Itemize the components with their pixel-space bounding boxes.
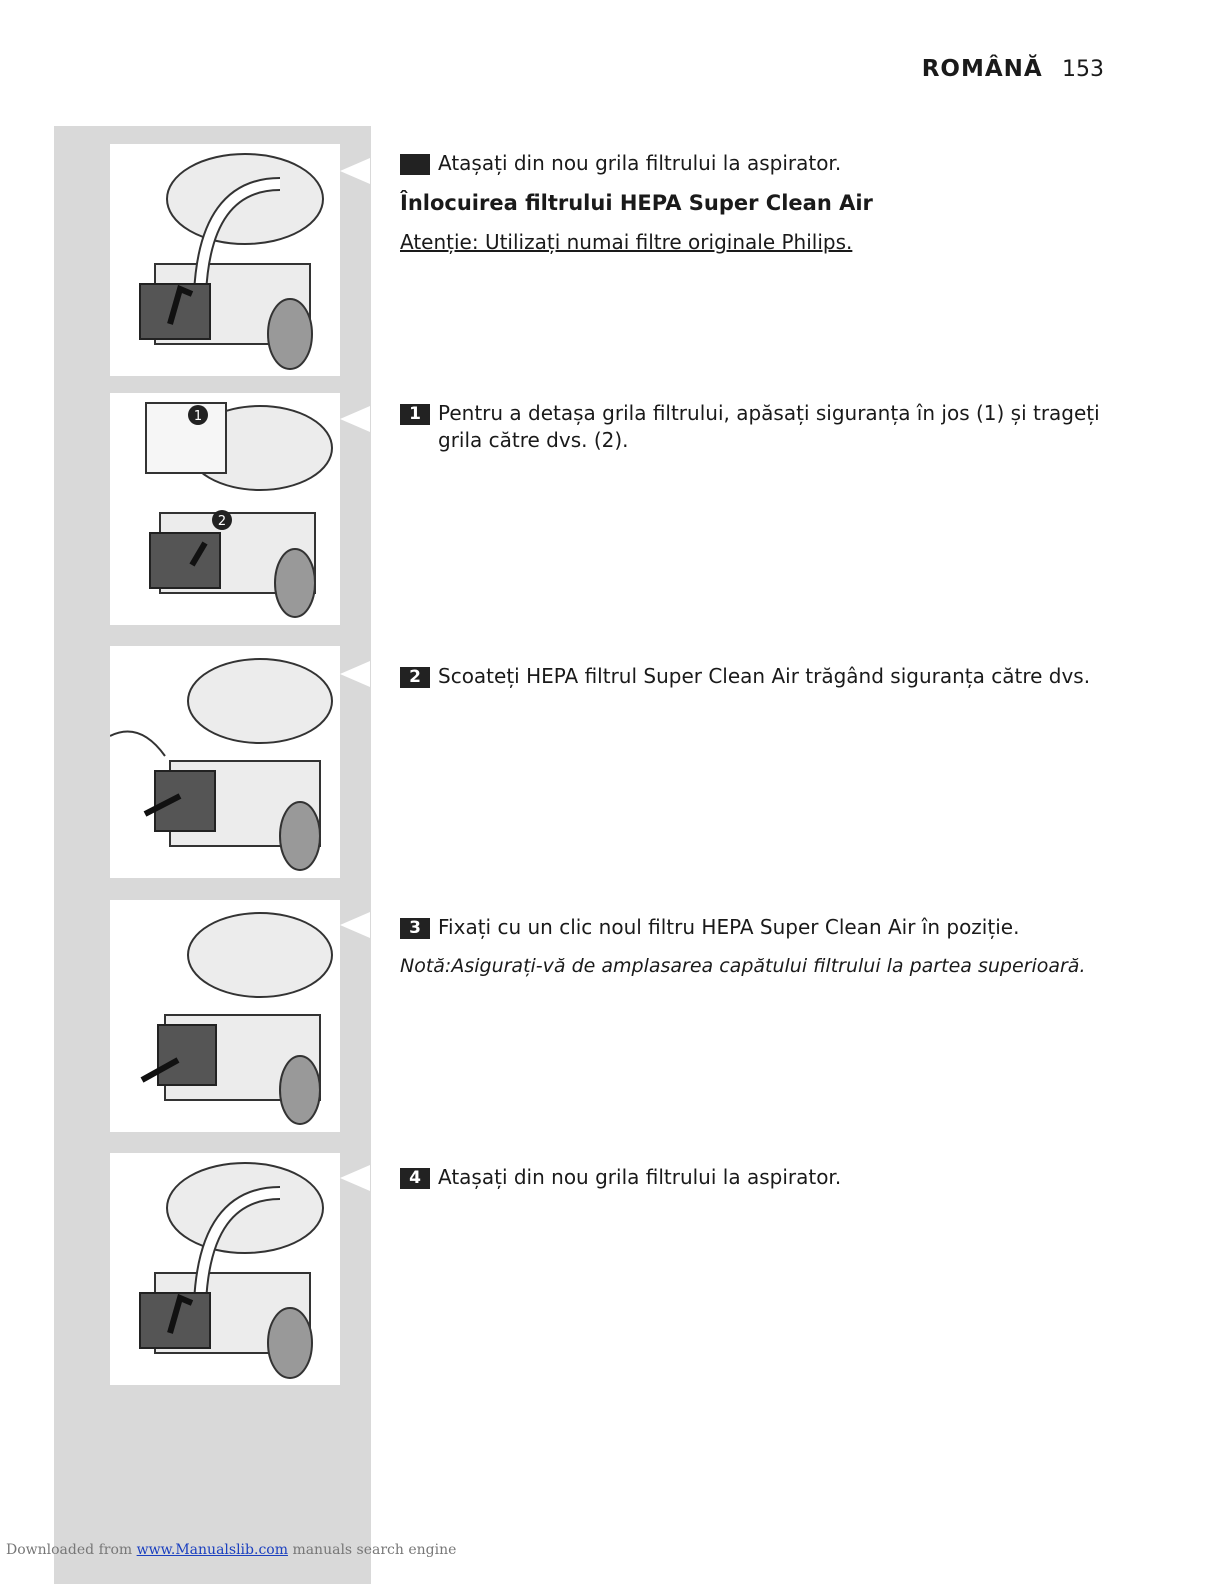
- step-2: [400, 663, 1110, 690]
- step-line: [400, 150, 1110, 177]
- step-badge: 2: [400, 667, 430, 688]
- vacuum-detach-grille-illustration: [110, 393, 340, 625]
- vacuum-attach-grille-illustration: [110, 144, 340, 376]
- callout-1: 1: [193, 409, 203, 424]
- page-header: [922, 56, 1104, 82]
- step-3: [400, 914, 1110, 980]
- figure-pointer: [340, 661, 370, 687]
- step-line: [400, 914, 1110, 941]
- figure-pointer: [340, 912, 370, 938]
- step-text: Atașați din nou grila filtrului la aspirator.: [438, 1165, 842, 1189]
- note-text: Notă:Asigurați-vă de amplasarea capătului filtrului la partea superioară.: [400, 955, 1086, 977]
- page-number: 153: [1062, 57, 1104, 82]
- step-line: [400, 663, 1110, 690]
- step-text: Fixați cu un clic noul filtru HEPA Super Clean Air în poziție.: [438, 915, 1020, 939]
- figure-pointer: [340, 406, 370, 432]
- step-text: Scoateți HEPA filtrul Super Clean Air trăgând siguranța către dvs.: [438, 664, 1091, 688]
- step-badge: 1: [400, 404, 430, 425]
- figure-pointer: [340, 1165, 370, 1191]
- vacuum-insert-filter-illustration: [110, 900, 340, 1132]
- section-reattach: [400, 150, 1110, 256]
- step-1: [400, 400, 1110, 454]
- language-label: ROMÂNĂ: [921, 56, 1043, 82]
- step-badge: 4: [400, 1168, 430, 1189]
- callout-2: 2: [217, 514, 227, 529]
- step-text: Atașați din nou grila filtrului la aspirator.: [438, 151, 842, 175]
- caution-text: Atenție: Utilizați numai filtre originale Philips.: [400, 230, 853, 254]
- step-line: [400, 1164, 1110, 1191]
- section-heading: Înlocuirea filtrului HEPA Super Clean Air: [400, 191, 873, 215]
- step-text: Pentru a detașa grila filtrului, apăsați siguranța în jos (1) și trageți grila către dvs. (2).: [438, 401, 1100, 452]
- step-line: [400, 400, 1110, 454]
- manualslib-link[interactable]: www.Manualslib.com: [136, 1542, 288, 1558]
- step-4: [400, 1164, 1110, 1191]
- vacuum-remove-filter-illustration: [110, 646, 340, 878]
- vacuum-attach-grille-illustration: [110, 1153, 340, 1385]
- step-badge: 3: [400, 918, 430, 939]
- footer-prefix: Downloaded from: [6, 1542, 133, 1558]
- footer-suffix: manuals search engine: [292, 1542, 457, 1558]
- step-badge: [400, 154, 430, 175]
- figure-pointer: [340, 158, 370, 184]
- download-footer: [6, 1542, 456, 1558]
